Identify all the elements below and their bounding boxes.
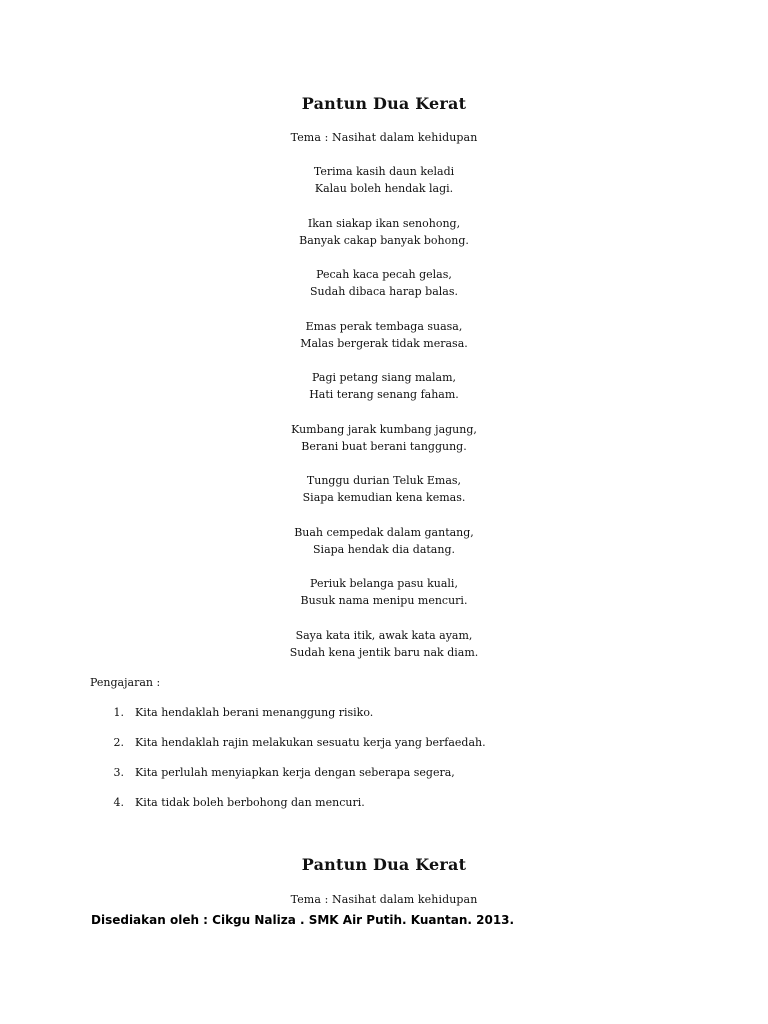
stanza-line: Kalau boleh hendak lagi. <box>314 182 454 195</box>
lesson-number: 4. <box>113 796 124 809</box>
author-footer: Disediakan oleh : Cikgu Naliza . SMK Air Putih. Kuantan. 2013. <box>91 913 515 927</box>
stanza-line: Emas perak tembaga suasa, <box>305 320 463 333</box>
stanza-line: Periuk belanga pasu kuali, <box>310 577 458 590</box>
pantun-stanza-6 <box>0 421 768 455</box>
theme-line: Tema : Nasihat dalam kehidupan <box>290 131 478 144</box>
stanza-line: Banyak cakap banyak bohong. <box>299 234 469 247</box>
stanza-line: Siapa hendak dia datang. <box>313 543 455 556</box>
stanza-line: Kumbang jarak kumbang jagung, <box>291 423 477 436</box>
pantun-stanza-8 <box>0 524 768 558</box>
pantun-stanza-5 <box>0 369 768 403</box>
stanza-line: Malas bergerak tidak merasa. <box>300 337 468 350</box>
stanza-line: Ikan siakap ikan senohong, <box>307 217 461 230</box>
pantun-stanza-3 <box>0 266 768 300</box>
pantun-stanza-1 <box>0 163 768 197</box>
stanza-line: Buah cempedak dalam gantang, <box>294 526 474 539</box>
stanza-line: Sudah kena jentik baru nak diam. <box>289 646 479 659</box>
stanza-line: Busuk nama menipu mencuri. <box>300 594 468 607</box>
pantun-stanza-10 <box>0 627 768 661</box>
stanza-line: Siapa kemudian kena kemas. <box>302 491 466 504</box>
lesson-item: Kita hendaklah rajin melakukan sesuatu kerja yang berfaedah. <box>135 736 486 749</box>
stanza-line: Berani buat berani tanggung. <box>301 440 467 453</box>
stanza-line: Sudah dibaca harap balas. <box>310 285 458 298</box>
stanza-line: Tunggu durian Teluk Emas, <box>306 474 462 487</box>
stanza-line: Terima kasih daun keladi <box>313 165 455 178</box>
document-title: Pantun Dua Kerat <box>301 94 467 113</box>
stanza-line: Pagi petang siang malam, <box>311 371 456 384</box>
pantun-stanza-2 <box>0 215 768 249</box>
stanza-line: Saya kata itik, awak kata ayam, <box>295 629 473 642</box>
pantun-stanza-9 <box>0 575 768 609</box>
lesson-number: 1. <box>113 706 124 719</box>
pantun-stanza-7 <box>0 472 768 506</box>
document-title-repeat: Pantun Dua Kerat <box>301 855 467 874</box>
stanza-line: Hati terang senang faham. <box>309 388 459 401</box>
pantun-stanza-4 <box>0 318 768 352</box>
lesson-item: Kita tidak boleh berbohong dan mencuri. <box>135 796 365 809</box>
stanza-line: Pecah kaca pecah gelas, <box>316 268 452 281</box>
lesson-number: 3. <box>113 766 124 779</box>
theme-line-repeat: Tema : Nasihat dalam kehidupan <box>290 893 478 906</box>
lesson-number: 2. <box>113 736 124 749</box>
lesson-heading: Pengajaran : <box>90 676 161 689</box>
lesson-item: Kita hendaklah berani menanggung risiko. <box>135 706 374 719</box>
lesson-item: Kita perlulah menyiapkan kerja dengan seberapa segera, <box>135 766 455 779</box>
